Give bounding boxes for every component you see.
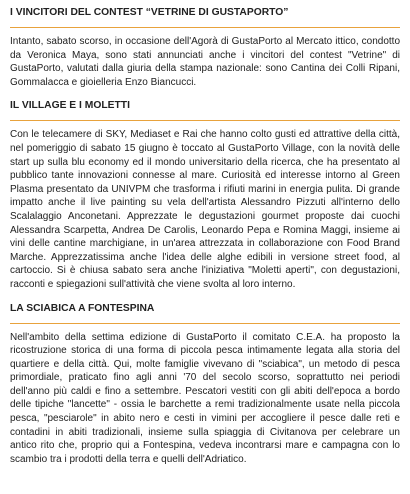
- section-heading: LA SCIABICA A FONTESPINA: [10, 302, 400, 324]
- section-village: [10, 99, 400, 291]
- section-sciabica: [10, 302, 400, 467]
- section-heading: I VINCITORI DEL CONTEST “VETRINE DI GUSTAPORTO”: [10, 6, 400, 28]
- section-vincitori: [10, 6, 400, 89]
- section-paragraph: Con le telecamere di SKY, Mediaset e Rai che hanno colto gusti ed attrattive della città, nel pomeriggio di sabato 15 giugno è toccato al GustaPorto Village, con la novità delle start up sulla blu economy ed il mondo universitario della ricerca, che ha presentato al pubblico tante innovazioni connesse al mare. Curiosità ed interesse intorno al Green Plasma presentato da UNIVPM che trasforma i rifiuti marini in energia pulita. Di grande impatto anche il live painting su vela dell'artista Alessandro Pizzuti all'interno dello Scalalaggio Anconetani. Apprezzate le degustazioni gourmet proposte dai cuochi Alessandra Scarpetta, Andrea De Carolis, Leonardo Pepa e Romina Maggi, insieme ai vini delle cantine marchigiane, in un'area attrezzata in collaborazione con Food Brand Marche. Apprezzatissima anche l'idea delle alghe edibili in versione street food, al cartoccio. Si è chiusa sabato sera anche l'iniziativa "Moletti aperti", con degustazioni, racconti e spiegazioni sull'attività che viene svolta al loro interno.: [10, 129, 400, 290]
- section-paragraph: Nell'ambito della settima edizione di GustaPorto il comitato C.E.A. ha proposto la ricostruzione storica di una forma di piccola pesca intimamente legata alla storia del quartiere e della città. Qui, molte famiglie vivevano di "sciabica", un metodo di pesca primordiale, praticato fino agli anni '70 del secolo scorso, soprattutto nei periodi dell'anno più caldi e fino a settembre. Pescatori vestiti con gli abiti dell'epoca a bordo delle tipiche "lancette" - ossia le barchette a remi tradizionalmente usate nella piccola pesca, "pesciarole" in abito nero e cesti in vimini per accogliere il pesce dalle reti e contadini in abiti tradizionali, insieme sulla spiaggia di Civitanova per celebrare un antico rito che, proprio qui a Fontespina, vedeva incontrarsi mare e campagna con lo scambio tra i prodotti della terra e quelli dell'Adriatico.: [10, 331, 400, 465]
- section-paragraph: Intanto, sabato scorso, in occasione dell'Agorà di GustaPorto al Mercato ittico, condotto da Veronica Maya, sono stati annunciati anche i vincitori del contest "Vetrine" di GustaPorto, valutati dalla giuria della stampa nazionale: sono Cantina dei Colli Ripani, Gommalacca e gioielleria Enzo Biancucci.: [10, 36, 400, 88]
- section-heading: IL VILLAGE E I MOLETTI: [10, 99, 400, 121]
